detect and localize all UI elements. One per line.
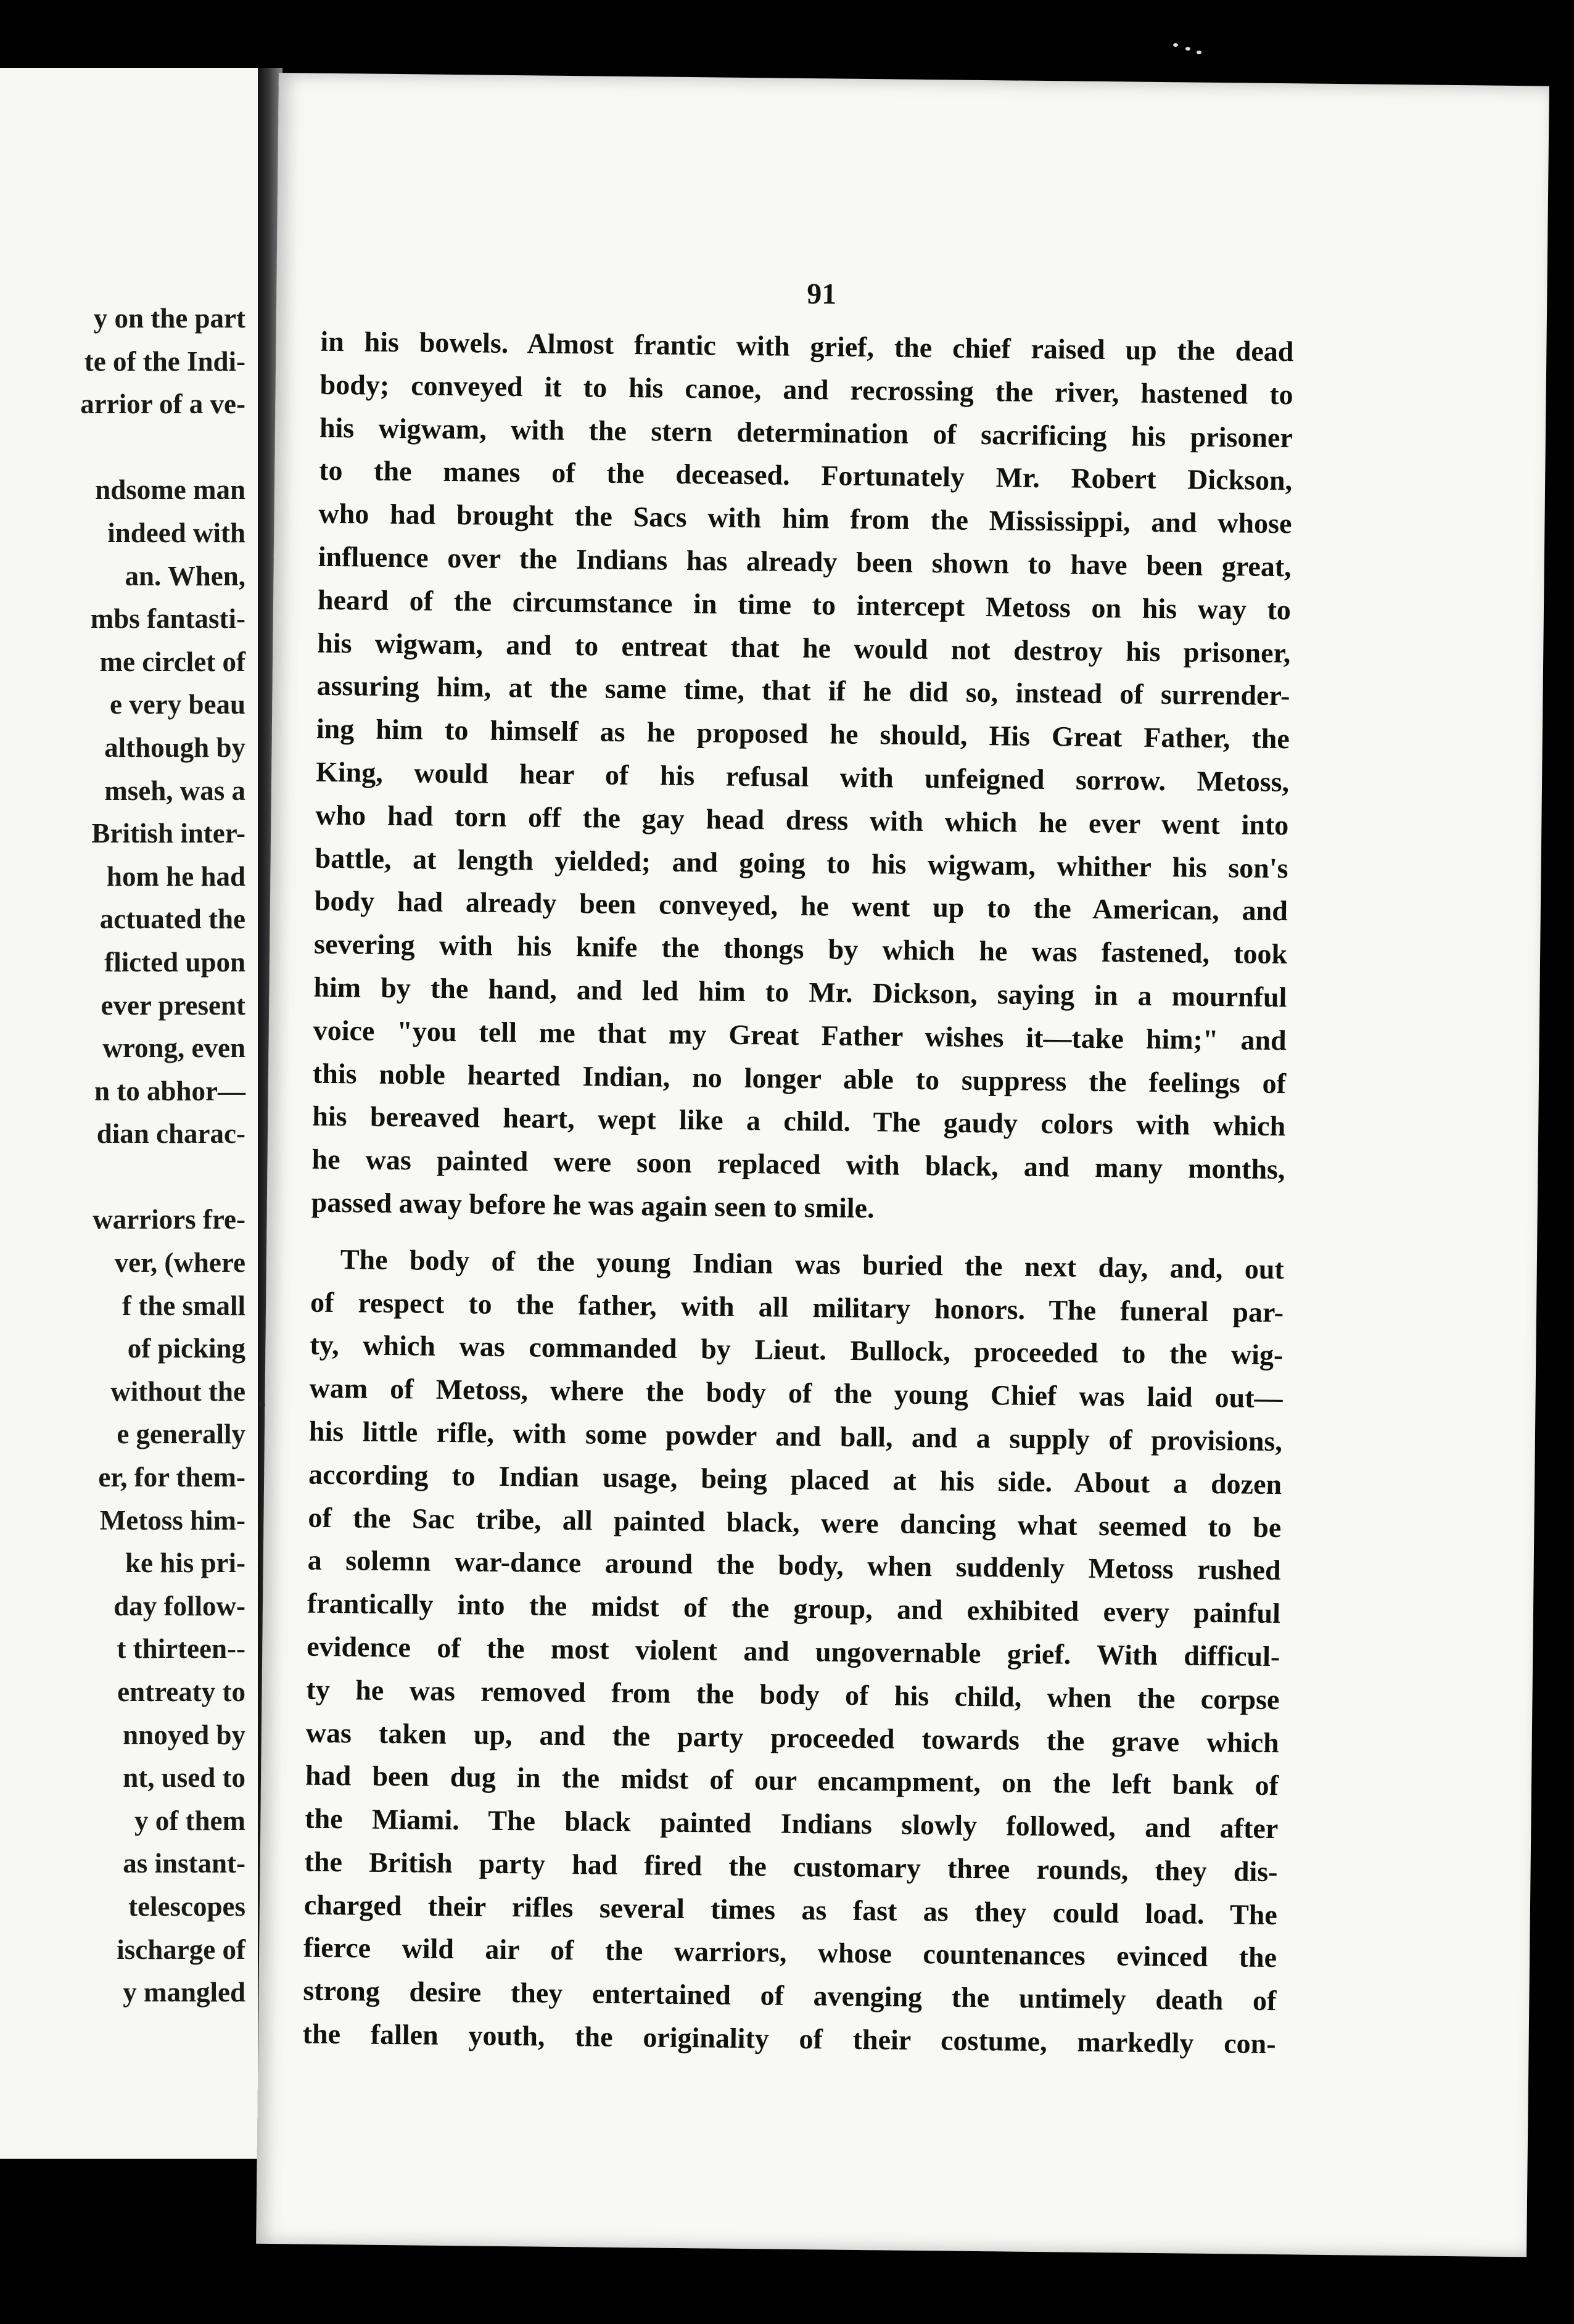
- left-line: y mangled: [123, 1977, 245, 2008]
- left-line: arrior of a ve-: [80, 389, 245, 420]
- left-line: Metoss him-: [99, 1504, 245, 1536]
- text-line: his wigwam, with the stern determination of sacrificing his prisoner: [319, 411, 1293, 453]
- text-line: wam of Metoss, where the body of the young Chief was laid out—: [309, 1372, 1283, 1414]
- text-line: influence over the Indians has already been shown to have been great,: [318, 540, 1292, 583]
- left-line: flicted upon: [104, 946, 245, 978]
- text-line: King, would hear of his refusal with unfeigned sorrow. Metoss,: [315, 756, 1290, 798]
- left-line: y on the part: [93, 303, 245, 334]
- left-line: day follow-: [113, 1590, 245, 1621]
- left-line: indeed with: [107, 517, 245, 548]
- text-line: heard of the circumstance in time to intercept Metoss on his way to: [317, 583, 1292, 626]
- text-line: was taken up, and the party proceeded towards the grave which: [305, 1716, 1280, 1758]
- text-line: body; conveyed it to his canoe, and recrossing the river, hastened to: [319, 368, 1293, 411]
- text-line: he was painted were soon replaced with black, and many months,: [311, 1143, 1285, 1185]
- left-line: n to abhor—: [94, 1075, 245, 1106]
- left-line: nt, used to: [123, 1762, 245, 1794]
- text-line: of respect to the father, with all military honors. The funeral par-: [310, 1286, 1284, 1328]
- text-line: who had brought the Sacs with him from the Mississippi, and whose: [318, 497, 1292, 540]
- page-number: 91: [807, 277, 837, 311]
- left-line: e very beau: [110, 689, 245, 720]
- text-line: ty, which was commanded by Lieut. Bullock, proceeded to the wig-: [310, 1329, 1284, 1371]
- left-line: te of the Indi-: [84, 345, 245, 377]
- text-line: his little rifle, with some powder and ball, and a supply of provisions,: [308, 1415, 1283, 1457]
- text-line: ing him to himself as he proposed he should, His Great Father, the: [316, 712, 1290, 755]
- text-line: battle, at length yielded; and going to his wigwam, whither his son's: [315, 842, 1288, 884]
- text-line: a solemn war-dance around the body, when suddenly Metoss rushed: [307, 1544, 1281, 1586]
- left-page-text: [0, 297, 245, 2014]
- paragraph-1: [311, 320, 1293, 1234]
- text-line: the fallen youth, the originality of their costume, markedly con-: [302, 2017, 1276, 2060]
- left-line: nnoyed by: [123, 1719, 245, 1750]
- scan-specks: [1173, 43, 1204, 56]
- left-line: although by: [104, 731, 245, 763]
- text-line: who had torn off the gay head dress with which he ever went into: [315, 799, 1289, 841]
- left-line: ke his pri-: [125, 1547, 245, 1579]
- text-line: fierce wild air of the warriors, whose countenances evinced the: [303, 1932, 1277, 1974]
- left-line: entreaty to: [117, 1676, 245, 1707]
- left-line: e generally: [117, 1419, 245, 1450]
- body-text: [302, 320, 1293, 2066]
- text-line: him by the hand, and led him to Mr. Dickson, saying in a mournful: [313, 971, 1287, 1013]
- left-page-fragment: [0, 68, 262, 2159]
- left-line: mbs fantasti-: [90, 603, 245, 635]
- text-line: ty he was removed from the body of his child, when the corpse: [306, 1673, 1280, 1715]
- stray-ink-dot: [259, 1401, 265, 1407]
- text-line: had been dug in the midst of our encampment, on the left bank of: [305, 1759, 1279, 1802]
- text-line: passed away before he was again seen to smile.: [311, 1186, 875, 1224]
- text-line: voice "you tell me that my Great Father wishes it—take him;" and: [313, 1014, 1287, 1056]
- text-line: in his bowels. Almost frantic with grief, the chief raised up the dead: [320, 325, 1294, 368]
- left-line: ver, (where: [114, 1247, 245, 1279]
- text-line: frantically into the midst of the group, and exhibited every painful: [307, 1587, 1281, 1630]
- paragraph-2: [302, 1237, 1284, 2066]
- left-line: telescopes: [128, 1890, 245, 1922]
- text-line: evidence of the most violent and ungovernable grief. With difficul-: [307, 1630, 1280, 1673]
- left-line: y of them: [134, 1805, 245, 1836]
- speck: [1185, 47, 1190, 51]
- text-line: The body of the young Indian was buried the next day, and, out: [340, 1243, 1285, 1285]
- left-line: without the: [110, 1375, 245, 1407]
- text-line: according to Indian usage, being placed at his side. About a dozen: [308, 1458, 1282, 1500]
- left-line: er, for them-: [98, 1462, 245, 1493]
- left-line: British inter-: [91, 818, 245, 849]
- right-page: [256, 73, 1549, 2257]
- left-line: [0, 426, 245, 469]
- left-line: wrong, even: [102, 1032, 245, 1064]
- left-line: me circlet of: [99, 646, 245, 677]
- left-line: of picking: [127, 1333, 245, 1364]
- text-line: this noble hearted Indian, no longer able to suppress the feelings of: [312, 1057, 1287, 1099]
- speck: [1173, 43, 1178, 47]
- text-line: assuring him, at the same time, that if he did so, instead of surrender-: [316, 670, 1290, 712]
- left-line: t thirteen--: [117, 1633, 245, 1665]
- left-line: [0, 1156, 245, 1199]
- left-line: ever present: [101, 989, 245, 1021]
- left-line: an. When,: [125, 560, 245, 591]
- text-line: the Miami. The black painted Indians slowly followed, and after: [305, 1802, 1279, 1845]
- text-line: his wigwam, and to entreat that he would not destroy his prisoner,: [317, 627, 1291, 669]
- text-line: strong desire they entertained of avenging the untimely death of: [303, 1974, 1277, 2017]
- text-line: of the Sac tribe, all painted black, were dancing what seemed to be: [308, 1501, 1282, 1543]
- text-line: his bereaved heart, wept like a child. The gaudy colors with which: [312, 1100, 1286, 1142]
- text-line: the British party had fired the customary three rounds, they dis-: [304, 1845, 1278, 1888]
- left-line: as instant-: [123, 1848, 245, 1879]
- text-line: severing with his knife the thongs by which he was fastened, took: [313, 928, 1288, 970]
- left-line: actuated the: [99, 904, 245, 935]
- text-line: to the manes of the deceased. Fortunately Mr. Robert Dickson,: [318, 455, 1293, 497]
- text-line: body had already been conveyed, he went up to the American, and: [314, 885, 1288, 927]
- left-line: ndsome man: [95, 474, 245, 506]
- left-line: ischarge of: [117, 1934, 245, 1965]
- left-line: f the small: [122, 1290, 245, 1321]
- text-line: charged their rifles several times as fast as they could load. The: [303, 1889, 1278, 1930]
- left-line: hom he had: [106, 860, 245, 892]
- left-line: warriors fre-: [93, 1204, 245, 1235]
- left-line: mseh, was a: [104, 775, 245, 806]
- speck: [1197, 51, 1201, 54]
- left-line: dian charac-: [96, 1118, 245, 1150]
